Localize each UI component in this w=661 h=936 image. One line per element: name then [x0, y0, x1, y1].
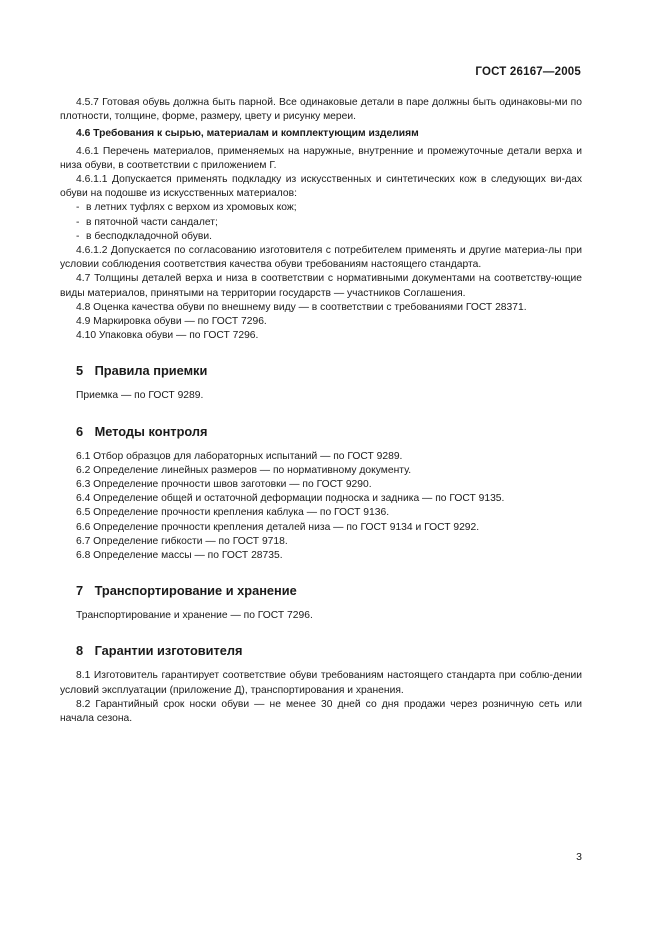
clause-4-9: 4.9 Маркировка обуви — по ГОСТ 7296. — [76, 316, 267, 328]
clause-4-6-heading: 4.6 Требования к сырью, материалам и комплектующим изделиям — [76, 128, 419, 140]
section-5-text: Приемка — по ГОСТ 9289. — [76, 390, 204, 402]
page-number: 3 — [576, 851, 582, 863]
clause-6-2: 6.2 Определение линейных размеров — по нормативному документу. — [76, 464, 412, 476]
clause-4-6-1: 4.6.1 Перечень материалов, применяемых на наружные, внутренние и промежуточные детали верха и низа обуви, в соответствии с приложением Г. — [60, 145, 582, 171]
clause-6-7: 6.7 Определение гибкости — по ГОСТ 9718. — [76, 535, 288, 547]
section-7-heading: 7 Транспортирование и хранение — [76, 583, 297, 599]
section-5-heading: 5 Правила приемки — [76, 363, 208, 379]
clause-6-4: 6.4 Определение общей и остаточной деформации подноска и задника — по ГОСТ 9135. — [76, 493, 505, 505]
clause-8-1: 8.1 Изготовитель гарантирует соответствие обуви требованиям настоящего стандарта при соблю-дении условий эксплуатации (приложение Д), транспортирования и хранения. — [60, 670, 582, 696]
clause-6-3: 6.3 Определение прочности швов заготовки — по ГОСТ 9290. — [76, 479, 372, 491]
list-item: - в летних туфлях с верхом из хромовых кож; — [76, 202, 297, 214]
clause-4-10: 4.10 Упаковка обуви — по ГОСТ 7296. — [76, 330, 259, 342]
page-content — [60, 96, 582, 726]
clause-6-5: 6.5 Определение прочности крепления каблука — по ГОСТ 9136. — [76, 507, 390, 519]
clause-8-2: 8.2 Гарантийный срок носки обуви — не менее 30 дней со дня продажи через розничную сеть или начала сезона. — [60, 698, 582, 725]
clause-6-8: 6.8 Определение массы — по ГОСТ 28735. — [76, 550, 283, 562]
section-6-heading: 6 Методы контроля — [76, 423, 208, 439]
document-code: ГОСТ 26167—2005 — [475, 66, 581, 78]
clause-4-8: 4.8 Оценка качества обуви по внешнему виду — в соответствии с требованиями ГОСТ 28371. — [76, 301, 527, 313]
section-7-text: Транспортирование и хранение — по ГОСТ 7296. — [76, 610, 313, 622]
clause-4-6-1-1: 4.6.1.1 Допускается применять подкладку из искусственных и синтетических кож в следующих ви-дах обуви на подошве из искусственных материалов: — [60, 174, 582, 200]
clause-4-7: 4.7 Толщины деталей верха и низа в соответствии с нормативными документами на соответству-ющие виды материалов, принятыми на территории государств — участников Соглашения. — [60, 273, 582, 299]
list-item: - в бесподкладочной обуви. — [76, 230, 212, 242]
clause-4-5-7: 4.5.7 Готовая обувь должна быть парной. Все одинаковые детали в паре должны быть одинаковы-ми по плотности, толщине, форме, размеру, цвету и рисунку мереи. — [60, 97, 582, 123]
list-item: - в пяточной части сандалет; — [76, 216, 218, 228]
clause-6-6: 6.6 Определение прочности крепления деталей низа — по ГОСТ 9134 и ГОСТ 9292. — [76, 521, 480, 533]
clause-6-1: 6.1 Отбор образцов для лабораторных испытаний — по ГОСТ 9289. — [76, 450, 403, 462]
clause-4-6-1-2: 4.6.1.2 Допускается по согласованию изготовителя с потребителем применять и другие материа-лы при условии соблюдения соответствия качества обуви требованиям настоящего стандарта. — [60, 245, 582, 271]
section-8-heading: 8 Гарантии изготовителя — [76, 643, 243, 659]
